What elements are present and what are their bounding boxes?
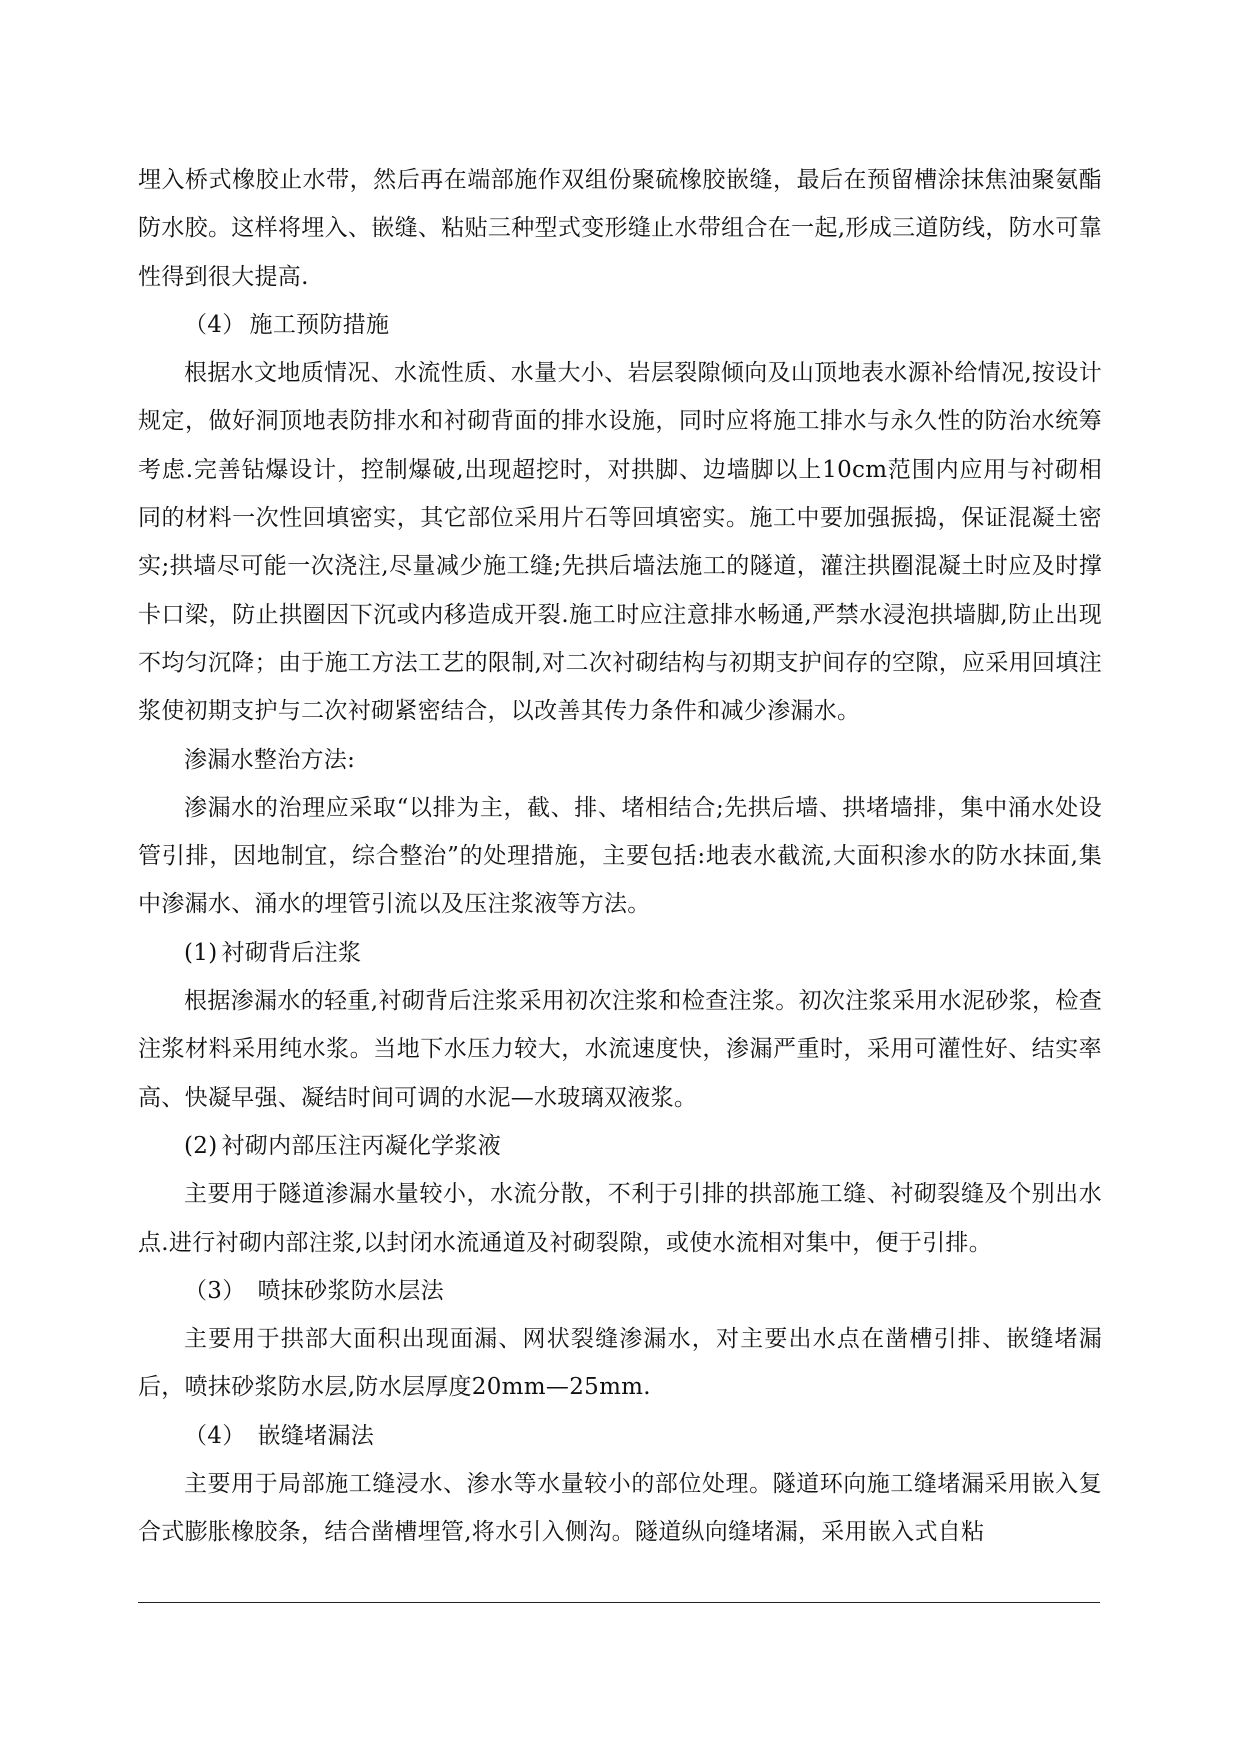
body-paragraph: 渗漏水整治方法: <box>184 746 356 773</box>
section-heading <box>138 1267 1102 1315</box>
document-body <box>138 156 1102 1557</box>
heading-number: （3） <box>184 1277 246 1304</box>
section-heading <box>138 929 1102 977</box>
heading-text: 嵌缝堵漏法 <box>257 1422 375 1449</box>
section-heading <box>138 301 1102 349</box>
section-heading <box>138 1412 1102 1460</box>
body-paragraph: 渗漏水的治理应采取“以排为主，截、排、堵相结合;先拱后墙、拱堵墙排，集中涌水处设管引排，因地制宜，综合整治”的处理措施，主要包括:地表水截流,大面积渗水的防水抹面,集中渗漏水、涌水的埋管引流以及压注浆液等方法。 <box>138 794 1102 918</box>
heading-text: 喷抹砂浆防水层法 <box>257 1277 444 1304</box>
heading-text: 衬砌背后注浆 <box>221 939 362 966</box>
heading-number: （4） <box>184 311 246 338</box>
body-paragraph: 根据水文地质情况、水流性质、水量大小、岩层裂隙倾向及山顶地表水源补给情况,按设计规定，做好洞顶地表防排水和衬砌背面的排水设施，同时应将施工排水与永久性的防治水统筹考虑.完善钻爆设计，控制爆破,出现超挖时，对拱脚、边墙脚以上10cm范围内应用与衬砌相同的材料一次性回填密实，其它部位采用片石等回填密实。施工中要加强振捣，保证混凝土密实;拱墙尽可能一次浇注,尽量减少施工缝;先拱后墙法施工的隧道，灌注拱圈混凝土时应及时撑卡口梁，防止拱圈因下沉或内移造成开裂.施工时应注意排水畅通,严禁水浸泡拱墙脚,防止出现不均匀沉降；由于施工方法工艺的限制,对二次衬砌结构与初期支护间存的空隙，应采用回填注浆使初期支护与二次衬砌紧密结合，以改善其传力条件和减少渗漏水。 <box>138 360 1102 725</box>
heading-number: (1) <box>184 939 218 966</box>
body-paragraph: 埋入桥式橡胶止水带，然后再在端部施作双组份聚硫橡胶嵌缝，最后在预留槽涂抹焦油聚氨酯防水胶。这样将埋入、嵌缝、粘贴三种型式变形缝止水带组合在一起,形成三道防线，防水可靠性得到很大提高. <box>138 167 1102 290</box>
section-heading <box>138 1122 1102 1170</box>
heading-number: (2) <box>184 1132 218 1159</box>
heading-number: （4） <box>184 1422 246 1449</box>
body-paragraph: 主要用于局部施工缝浸水、渗水等水量较小的部位处理。隧道环向施工缝堵漏采用嵌入复合式膨胀橡胶条，结合凿槽埋管,将水引入侧沟。隧道纵向缝堵漏，采用嵌入式自粘 <box>138 1471 1102 1546</box>
body-paragraph: 主要用于隧道渗漏水量较小，水流分散，不利于引排的拱部施工缝、衬砌裂缝及个别出水点.进行衬砌内部注浆,以封闭水流通道及衬砌裂隙，或使水流相对集中，便于引排。 <box>138 1181 1102 1256</box>
heading-text: 衬砌内部压注丙凝化学浆液 <box>221 1132 502 1159</box>
footer-divider <box>138 1602 1100 1603</box>
body-paragraph: 根据渗漏水的轻重,衬砌背后注浆采用初次注浆和检查注浆。初次注浆采用水泥砂浆，检查注浆材料采用纯水浆。当地下水压力较大，水流速度快，渗漏严重时，采用可灌性好、结实率高、快凝早强、凝结时间可调的水泥—水玻璃双液浆。 <box>138 988 1102 1111</box>
body-paragraph: 主要用于拱部大面积出现面漏、网状裂缝渗漏水，对主要出水点在凿槽引排、嵌缝堵漏后，喷抹砂浆防水层,防水层厚度20mm—25mm. <box>138 1326 1102 1401</box>
heading-text: 施工预防措施 <box>249 311 390 338</box>
